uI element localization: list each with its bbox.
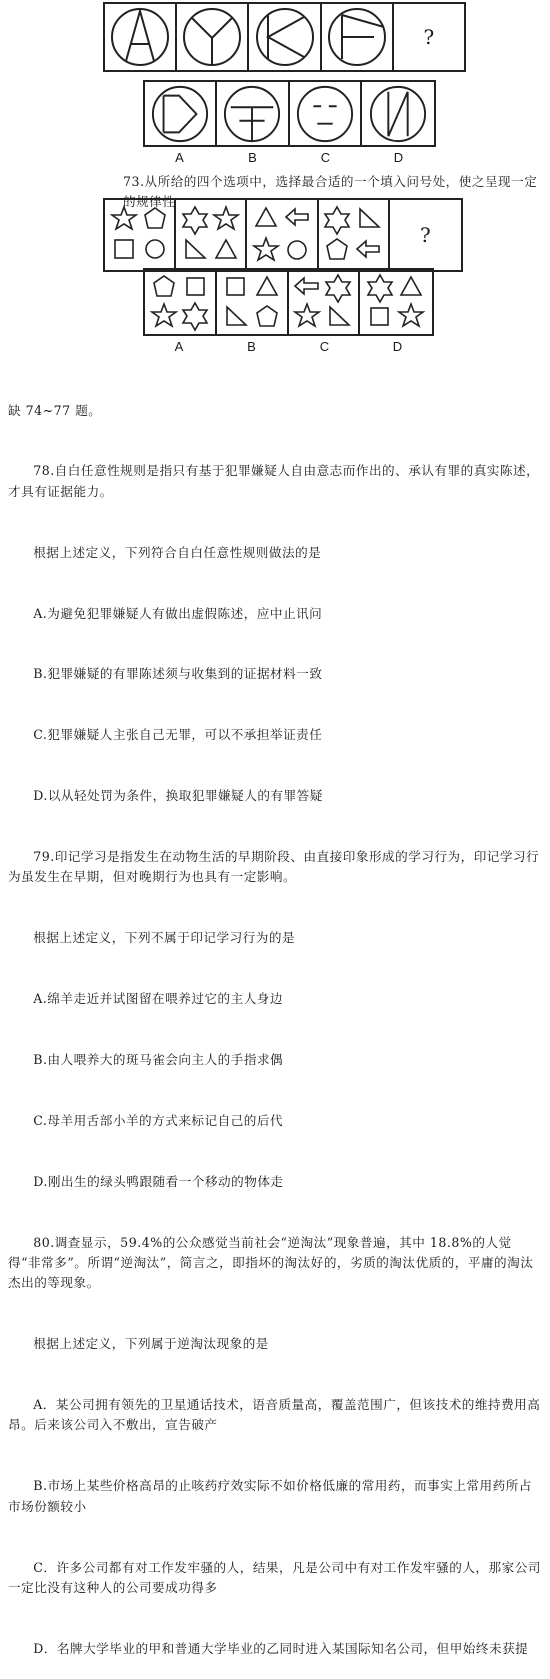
q80-option-b[interactable]: B.市场上某些价格高昂的止咳药疗效实际不如价格低廉的常用药，而事实上常用药所占市场份额较小 (8, 1478, 532, 1514)
pentagon-icon (327, 239, 347, 259)
q72-cell-3 (249, 4, 321, 70)
q73-option-a[interactable] (145, 270, 217, 334)
hexagram-icon (326, 275, 350, 302)
q79-option-c[interactable]: C.母羊用舌部小羊的方式来标记自己的后代 (33, 1112, 284, 1128)
q72-option-d[interactable] (362, 82, 434, 145)
option-label-c: C (320, 150, 331, 165)
q73-cell-1 (105, 200, 176, 270)
q72-option-labels (143, 150, 436, 165)
circle-Y-icon (181, 6, 243, 68)
triangle-icon (401, 277, 421, 295)
circle-D-icon (150, 84, 210, 144)
q72-options-row (143, 80, 436, 147)
option-label-d: D (393, 150, 404, 165)
q79-prompt: 根据上述定义，下列不属于印记学习行为的是 (33, 930, 296, 946)
question-mark: ? (420, 223, 431, 247)
arrow-left-icon (286, 209, 308, 225)
q73-cell-2 (176, 200, 247, 270)
q73-option-b[interactable] (217, 270, 289, 334)
option-label-d: D (392, 339, 403, 354)
circle-tu-icon (222, 84, 282, 144)
square-icon (115, 240, 133, 258)
q72-cell-2 (177, 4, 249, 70)
q72-unknown-cell (394, 4, 464, 70)
q72-sequence-row (103, 2, 466, 72)
option-label-a: A (174, 339, 184, 354)
star-icon (152, 304, 176, 326)
pentagon-icon (154, 276, 174, 296)
q78-option-d[interactable]: D.以从轻处罚为条件，换取犯罪嫌疑人的有罪答疑 (33, 788, 323, 804)
circle-face-icon (295, 84, 355, 144)
square-icon (187, 278, 204, 295)
q73-unknown-cell (390, 200, 461, 270)
right-triangle-icon (186, 240, 205, 258)
pentagon-icon (145, 208, 165, 228)
q78-prompt: 根据上述定义，下列符合自白任意性规则做法的是 (33, 544, 322, 560)
question-mark: ? (423, 25, 435, 49)
option-label-b: B (248, 150, 257, 165)
hexagram-icon (183, 207, 207, 234)
q73-sequence-row (103, 198, 463, 272)
q80-option-d[interactable]: D．名牌大学毕业的甲和普通大学毕业的乙同时进入某国际知名公司，但甲始终未获提 (33, 1640, 529, 1656)
q73-cell-3 (247, 200, 318, 270)
q73-option-d[interactable] (360, 270, 432, 334)
q78-stem: 78.自白任意性规则是指只有基于犯罪嫌疑人自由意志而作出的、承认有罪的真实陈述，才具有证据能力。 (8, 463, 540, 499)
star-icon (112, 207, 136, 229)
star-icon (214, 207, 238, 229)
circle-K-icon (254, 6, 316, 68)
q78-option-c[interactable]: C.犯罪嫌疑人主张自己无罪，可以不承担举证责任 (33, 727, 323, 743)
square-icon (371, 308, 388, 325)
square-icon (227, 278, 244, 295)
star-icon (399, 304, 423, 326)
option-label-a: A (175, 150, 184, 165)
pentagon-icon (257, 306, 277, 326)
q72-option-b[interactable] (217, 82, 289, 145)
q79-option-d[interactable]: D.刚出生的绿头鸭跟随看一个移动的物体走 (33, 1173, 284, 1189)
q80-prompt: 根据上述定义，下列属于逆淘汰现象的是 (33, 1336, 269, 1352)
body-text (8, 360, 544, 1679)
q73-cell-4 (319, 200, 390, 270)
q79-stem: 79.印记学习是指发生在动物生活的早期阶段、由直接印象形成的学习行为，印记学习行为虽发生在早期，但对晚期行为也具有一定影响。 (8, 849, 540, 885)
circle-icon (146, 240, 164, 258)
q73-question: 73.从所给的四个选项中，选择最合适的一个填入问号处，使之呈现一定的规律性 (123, 174, 538, 210)
triangle-icon (256, 208, 276, 226)
right-triangle-icon (360, 209, 379, 227)
q79-option-b[interactable]: B.由人喂养大的斑马雀会向主人的手指求偶 (33, 1052, 284, 1068)
circle-N-icon (368, 84, 428, 144)
star-icon (295, 304, 319, 326)
option-label-b: B (247, 339, 256, 354)
circle-F-icon (326, 6, 388, 68)
hexagram-icon (183, 303, 207, 330)
q78-option-a[interactable]: A.为避免犯罪嫌疑人有做出虚假陈述，应中止讯问 (33, 605, 323, 621)
q73-option-c[interactable] (289, 270, 361, 334)
q80-option-a[interactable]: A．某公司拥有领先的卫星通话技术，语音质量高，覆盖范围广，但该技术的维持费用高昂。后来该公司入不敷出，宣告破产 (8, 1397, 541, 1433)
circle-icon (288, 241, 306, 259)
q80-stem: 80.调查显示，59.4%的公众感觉当前社会“逆淘汰”现象普遍，其中 18.8%的人觉得“非常多”。所谓“逆淘汰”，简言之，即指坏的淘汰好的，劣质的淘汰优质的，平庸的淘汰杰出的等现象。 (8, 1234, 534, 1291)
q73-option-labels (143, 339, 434, 354)
arrow-left-icon (357, 241, 379, 257)
option-label-c: C (319, 339, 330, 354)
q80-option-c[interactable]: C．许多公司都有对工作发牢骚的人，结果，凡是公司中有对工作发牢骚的人，那家公司一定比没有这种人的公司要成功得多 (8, 1559, 541, 1595)
arrow-left-icon (295, 278, 318, 294)
star-icon (254, 238, 278, 260)
q73-options-row (143, 268, 434, 336)
right-triangle-icon (330, 307, 349, 325)
q79-option-a[interactable]: A.绵羊走近并试图留在喂养过它的主人身边 (33, 991, 283, 1007)
q78-option-b[interactable]: B.犯罪嫌疑的有罪陈述须与收集到的证据材料一致 (33, 666, 323, 682)
q72-cell-4 (322, 4, 394, 70)
q72-cell-1 (105, 4, 177, 70)
circle-A-icon (109, 6, 171, 68)
hexagram-icon (325, 207, 349, 234)
section-note: 缺 74~77 题。 (8, 402, 102, 418)
right-triangle-icon (227, 307, 246, 325)
hexagram-icon (368, 275, 392, 302)
q72-option-c[interactable] (290, 82, 362, 145)
triangle-icon (216, 240, 236, 258)
q72-option-a[interactable] (145, 82, 217, 145)
triangle-icon (257, 277, 277, 295)
